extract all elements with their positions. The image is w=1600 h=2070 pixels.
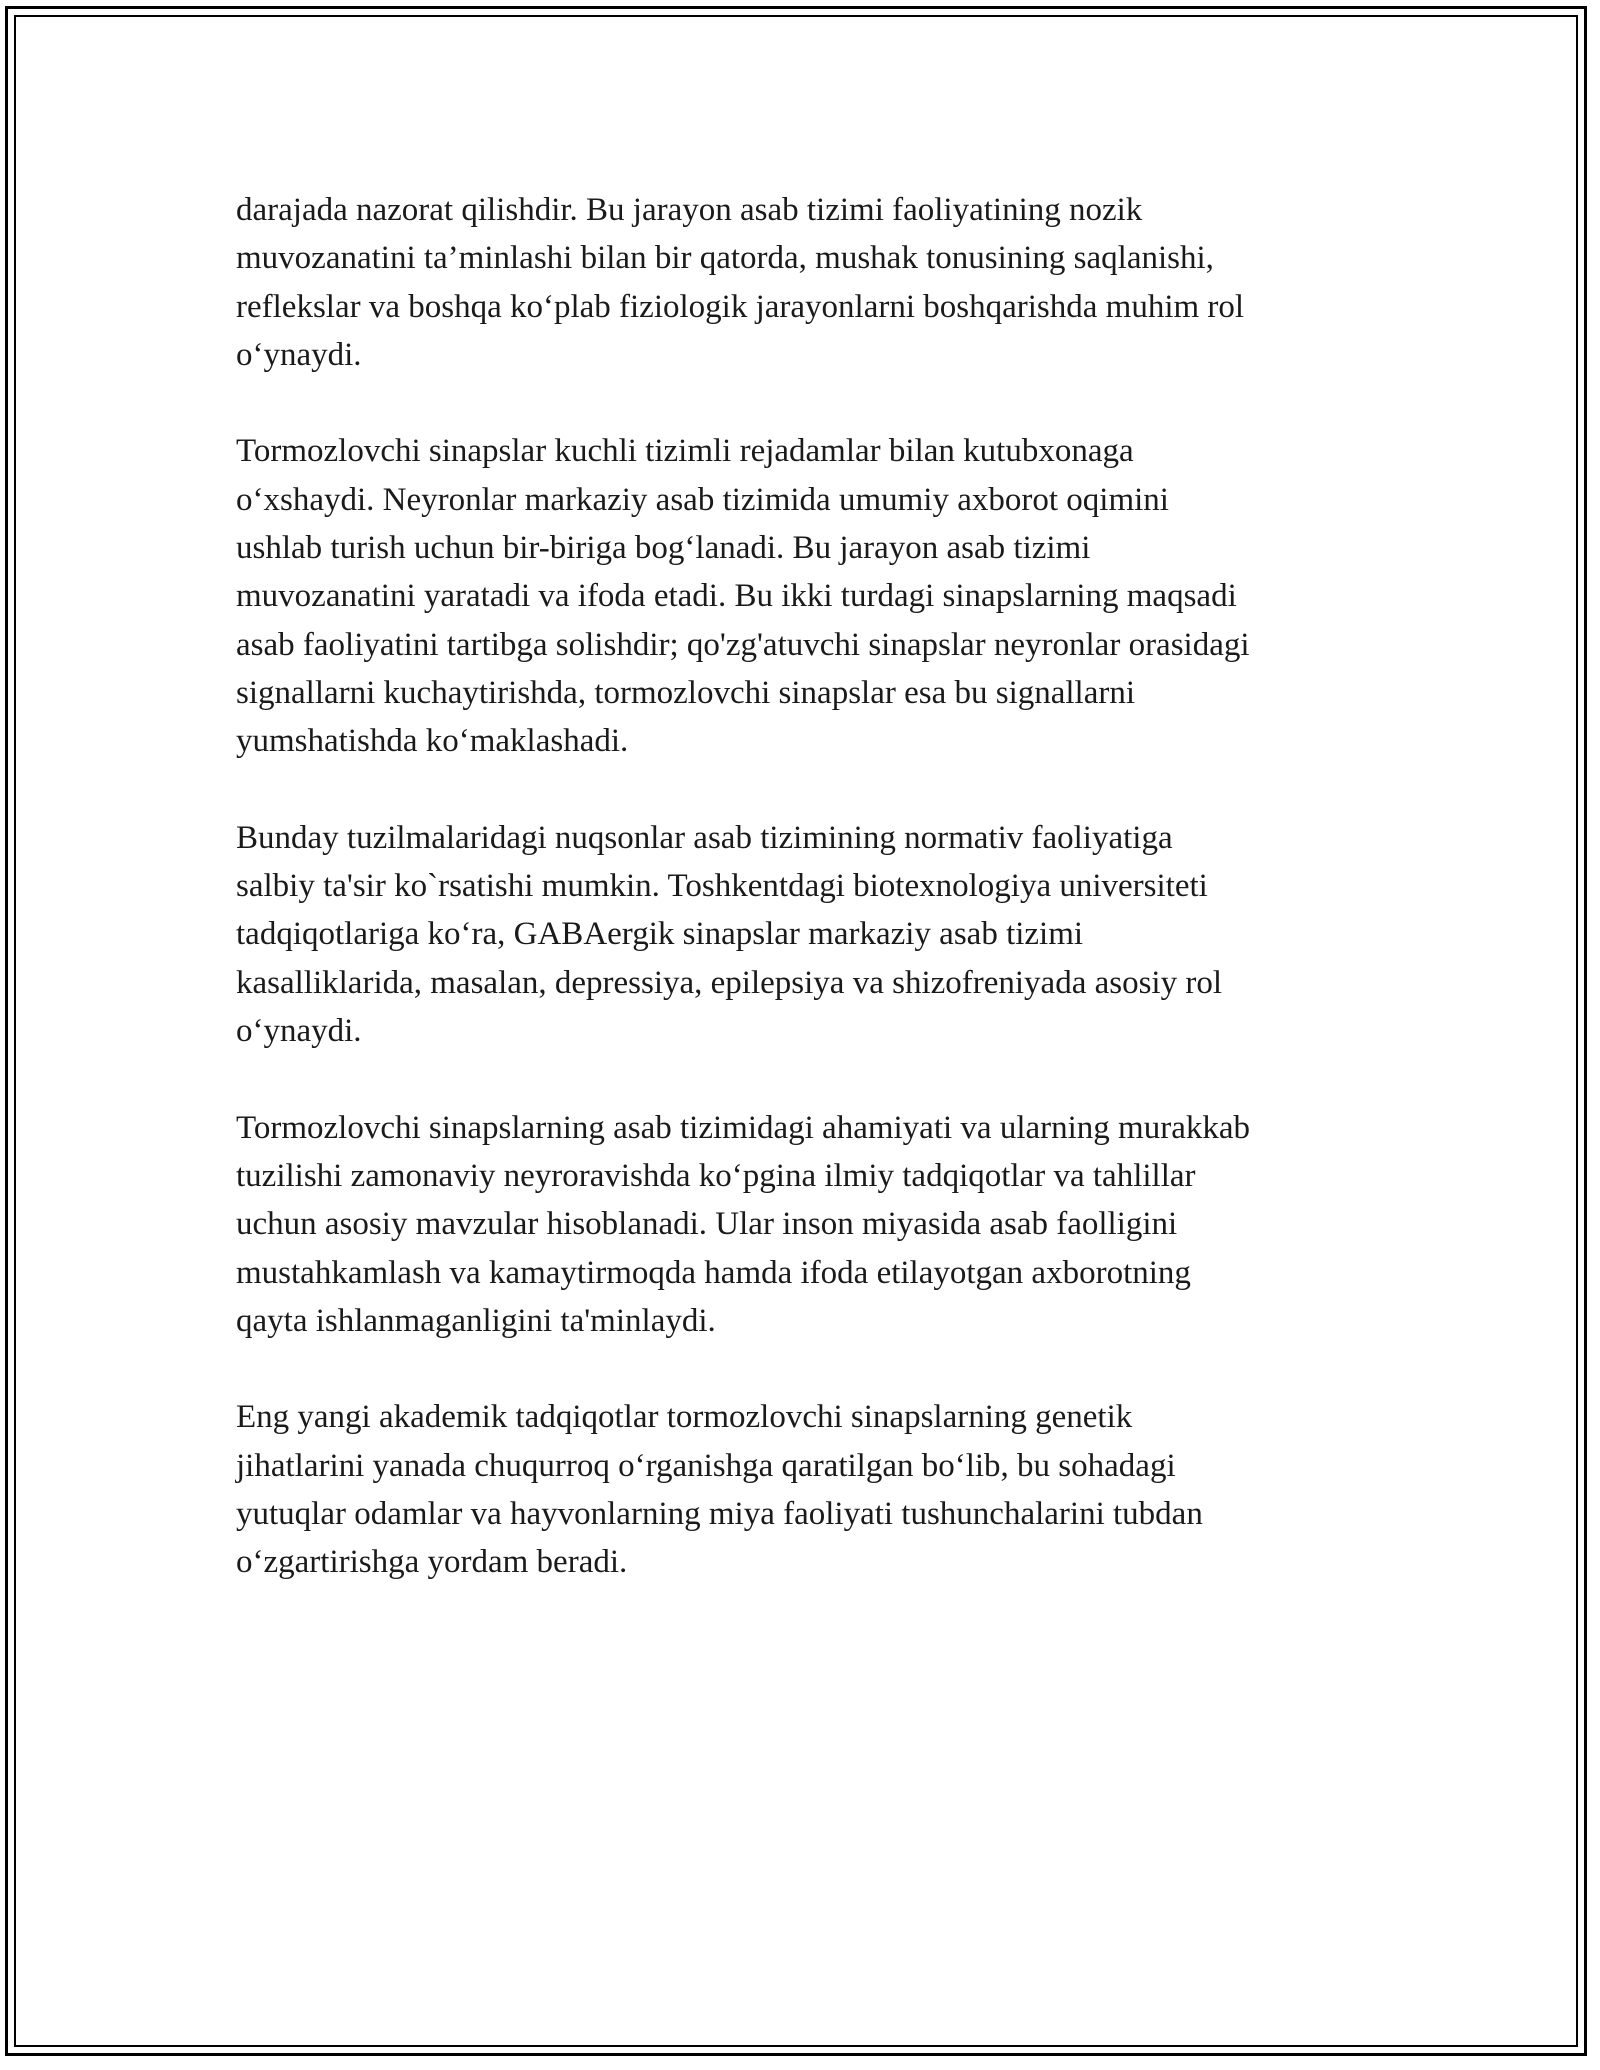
text-line: kasalliklarida, masalan, depressiya, epilepsiya va shizofreniyada asosiy rol — [236, 964, 1223, 1001]
text-line: muvozanatini yaratadi va ifoda etadi. Bu ikki turdagi sinapslarning maqsadi — [236, 578, 1237, 615]
paragraph-2 — [236, 427, 1386, 765]
text-line: darajada nazorat qilishdir. Bu jarayon asab tizimi faoliyatining nozik — [236, 192, 1143, 228]
text-line: Bunday tuzilmalaridagi nuqsonlar asab tizimining normativ faoliyatiga — [236, 819, 1173, 856]
text-line: ushlab turish uchun bir-biriga bog‘lanadi. Bu jarayon asab tizimi — [236, 530, 1091, 567]
text-line: reflekslar va boshqa ko‘plab fiziologik jarayonlarni boshqarishda muhim rol — [236, 288, 1245, 325]
text-line: qayta ishlanmaganligini ta'minlaydi. — [236, 1302, 716, 1339]
text-line: o‘ynaydi. — [236, 336, 362, 373]
text-line: asab faoliyatini tartibga solishdir; qo'zg'atuvchi sinapslar neyronlar orasidagi — [236, 626, 1250, 663]
text-line: yutuqlar odamlar va hayvonlarning miya faoliyati tushunchalarini tubdan — [236, 1496, 1203, 1533]
text-line: tuzilishi zamonaviy neyroravishda ko‘pgina ilmiy tadqiqotlar va tahlillar — [236, 1157, 1196, 1194]
text-line: o‘xshaydi. Neyronlar markaziy asab tizimida umumiy axborot oqimini — [236, 481, 1169, 518]
paragraph-3 — [236, 814, 1386, 1055]
text-line: o‘zgartirishga yordam beradi. — [236, 1544, 628, 1581]
text-line: muvozanatini ta’minlashi bilan bir qatorda, mushak tonusining saqlanishi, — [236, 240, 1214, 277]
text-line: o‘ynaydi. — [236, 1013, 362, 1050]
text-line: signallarni kuchaytirishda, tormozlovchi sinapslar esa bu signallarni — [236, 674, 1136, 711]
text-line: Eng yangi akademik tadqiqotlar tormozlovchi sinapslarning genetik — [236, 1399, 1133, 1436]
text-line: salbiy ta'sir ko`rsatishi mumkin. Toshkentdagi biotexnologiya universiteti — [236, 868, 1208, 905]
text-line: yumshatishda ko‘maklashadi. — [236, 723, 629, 760]
paragraph-4 — [236, 1104, 1386, 1345]
document-body — [236, 186, 1386, 1587]
paragraph-5 — [236, 1393, 1386, 1586]
text-line: mustahkamlash va kamaytirmoqda hamda ifoda etilayotgan axborotning — [236, 1254, 1191, 1291]
text-line: Tormozlovchi sinapslarning asab tizimidagi ahamiyati va ularning murakkab — [236, 1109, 1250, 1146]
text-line: Tormozlovchi sinapslar kuchli tizimli rejadamlar bilan kutubxonaga — [236, 433, 1134, 470]
paragraph-1 — [236, 186, 1386, 379]
text-line: tadqiqotlariga ko‘ra, GABAergik sinapslar markaziy asab tizimi — [236, 916, 1084, 953]
text-line: jihatlarini yanada chuqurroq o‘rganishga qaratilgan bo‘lib, bu sohadagi — [236, 1447, 1176, 1484]
text-line: uchun asosiy mavzular hisoblanadi. Ular inson miyasida asab faolligini — [236, 1206, 1178, 1243]
